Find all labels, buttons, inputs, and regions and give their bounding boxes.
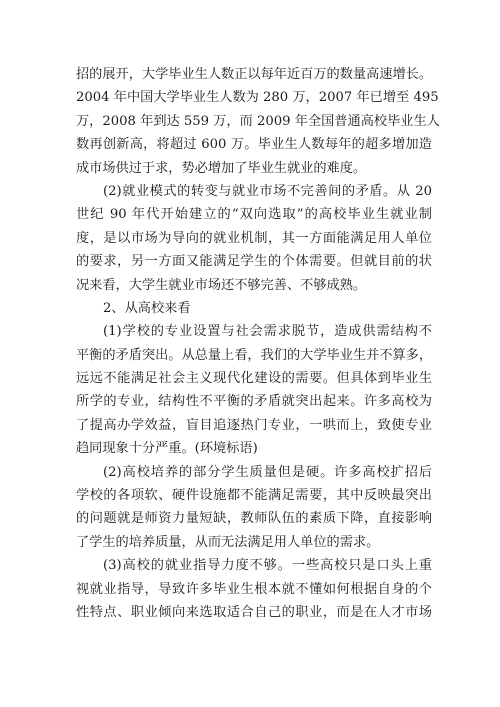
document-page [76, 63, 440, 624]
text-line: 学校的各项软、硬件设施都不能满足需要，其中反映最突出 [76, 488, 432, 504]
paragraph-student-quality [76, 461, 432, 555]
section-heading [76, 297, 432, 320]
text-line: 况来看，大学生就业市场还不够完善、不够成熟。 [76, 277, 367, 293]
text-line: 远远不能满足社会主义现代化建设的需要。但具体到毕业生 [76, 371, 432, 387]
text-line: (3)高校的就业指导力度不够。一些高校只是口头上重 [103, 558, 432, 574]
text-line: 的问题就是师资力量短缺，教师队伍的素质下降，直接影响 [76, 511, 432, 527]
text-line: 视就业指导，导致许多毕业生根本就不懂如何根据自身的个 [76, 581, 432, 597]
text-line: 平衡的矛盾突出。从总量上看，我们的大学毕业生并不算多， [76, 347, 433, 363]
text-line: 的要求，另一方面又能满足学生的个体需要。但就目前的状 [76, 254, 432, 270]
text-line: 数再创新高，将超过 600 万。毕业生人数每年的超多增加造 [76, 137, 432, 153]
text-line: 性特点、职业倾向来选取适合自己的职业，而是在人才市场 [76, 604, 432, 620]
paragraph-employment-mode [76, 180, 432, 297]
text-line: 趋同现象十分严重。(环境标语) [76, 441, 258, 457]
heading-text: 2、从高校来看 [103, 300, 191, 316]
text-line: 所学的专业，结构性不平衡的矛盾就突出起来。许多高校为 [76, 394, 432, 410]
paragraph-major-settings [76, 320, 432, 460]
text-line: 世纪 90 年代开始建立的“双向选取”的高校毕业生就业制 [76, 207, 432, 223]
paragraph-graduate-growth [76, 63, 440, 180]
paragraph-career-guidance [76, 554, 432, 624]
text-line: 了学生的培养质量，从而无法满足用人单位的需求。 [76, 534, 380, 550]
text-line: (2)高校培养的部分学生质量但是硬。许多高校扩招后 [103, 464, 432, 480]
text-line: 招的展开，大学毕业生人数正以每年近百万的数量高速增长。 [76, 67, 433, 82]
text-line: 度，是以市场为导向的就业机制，其一方面能满足用人单位 [76, 230, 432, 246]
text-line: 了提高办学效益，盲目追逐热门专业，一哄而上，致使专业 [76, 417, 432, 433]
text-line: (1)学校的专业设置与社会需求脱节，造成供需结构不 [103, 324, 432, 340]
text-line: 成市场供过于求，势必增加了毕业生就业的难度。 [76, 160, 367, 176]
text-line: 2004 年中国大学毕业生人数为 280 万，2007 年已增至 495 [76, 90, 439, 106]
text-line: 万，2008 年到达 559 万，而 2009 年全国普通高校毕业生人 [76, 113, 440, 129]
text-line: (2)就业模式的转变与就业市场不完善间的矛盾。从 20 [103, 183, 432, 199]
